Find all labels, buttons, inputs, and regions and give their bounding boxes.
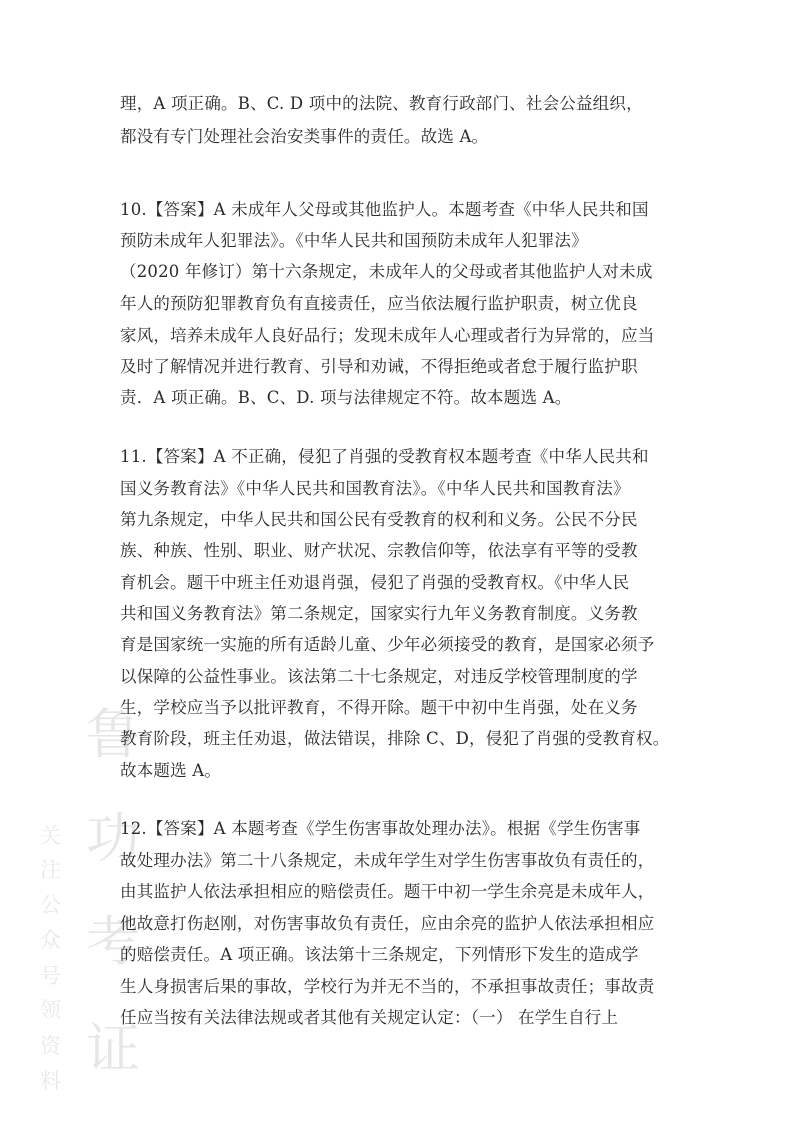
text-line: 国义务教育法》《中华人民共和国教育法》。《中华人民共和国教育法》: [120, 479, 630, 498]
text-line: 育机会。题干中班主任劝退肖强，侵犯了肖强的受教育权。《中华人民: [120, 573, 630, 592]
text-line: 生人身损害后果的事故，学校行为并无不当的，不承担事故责任；事故责: [120, 977, 655, 996]
watermark-char: 考: [86, 910, 140, 973]
watermark-small-char: 公: [40, 893, 61, 917]
text-line: 教育阶段，班主任劝退，做法错误，排除 C、D，侵犯了肖强的受教育权。: [120, 729, 670, 748]
text-line: 生，学校应当予以批评教育，不得开除。题干中初中生肖强，处在义务: [120, 698, 638, 717]
watermark-small-char: 注: [40, 858, 61, 882]
text-line: 他故意打伤赵刚，对伤害事故负有责任，应由余亮的监护人依法承担相应: [120, 914, 655, 933]
text-line: 12.【答案】A 本题考查《学生伤害事故处理办法》。根据《学生伤害事: [120, 819, 641, 838]
text-line: 共和国义务教育法》第二条规定，国家实行九年义务教育制度。义务教: [120, 604, 638, 623]
text-line: 家风，培养未成年人良好品行；发现未成年人心理或者行为异常的，应当: [120, 326, 655, 345]
watermark-small-char: 众: [40, 928, 61, 952]
text-line: 10.【答案】A 未成年人父母或其他监护人。本题考查《中华人民共和国: [120, 200, 649, 219]
text-line: 预防未成年人犯罪法》。《中华人民共和国预防未成年人犯罪法》: [120, 231, 588, 250]
text-line: 故本题选 A。: [120, 761, 222, 780]
text-line: 责．A 项正确。B、C、D. 项与法律规定不符。故本题选 A。: [120, 388, 572, 407]
text-line: 故处理办法》第二十八条规定，未成年学生对学生伤害事故负有责任的，: [120, 851, 655, 870]
text-line: 的赔偿责任。A 项正确。该法第十三条规定，下列情形下发生的造成学: [120, 945, 639, 964]
text-line: 任应当按有关法律法规或者其他有关规定认定：（一） 在学生自行上: [120, 1008, 619, 1027]
text-line: 由其监护人依法承担相应的赔偿责任。题干中初一学生余亮是未成年人，: [120, 882, 655, 901]
text-line: 以保障的公益性事业。该法第二十七条规定，对违反学校管理制度的学: [120, 667, 638, 686]
watermark-small-char: 资: [40, 1034, 61, 1058]
text-line: 理，A 项正确。B、C. D 项中的法院、教育行政部门、社会公益组织，: [120, 94, 643, 113]
text-line: 都没有专门处理社会治安类事件的责任。故选 A。: [120, 127, 489, 146]
text-line: （2020 年修订）第十六条规定，未成年人的父母或者其他监护人对未成: [120, 262, 653, 281]
watermark-char: 鲁: [86, 703, 140, 766]
text-line: 族、种族、性别、职业、财产状况、宗教信仰等，依法享有平等的受教: [120, 541, 638, 560]
text-line: 及时了解情况并进行教育、引导和劝诫，不得拒绝或者怠于履行监护职: [120, 357, 638, 376]
text-line: 11.【答案】A 不正确，侵犯了肖强的受教育权本题考查《中华人民共和: [120, 447, 649, 466]
watermark-char: 证: [86, 1017, 140, 1080]
watermark-small-char: 料: [40, 1069, 61, 1093]
text-line: 第九条规定，中华人民共和国公民有受教育的权利和义务。公民不分民: [120, 510, 638, 529]
watermark-char: 功: [86, 807, 140, 870]
watermark-small-char: 关: [40, 824, 61, 848]
watermark-small-char: 领: [40, 998, 61, 1022]
text-line: 育是国家统一实施的所有适龄儿童、少年必须接受的教育，是国家必须予: [120, 635, 655, 654]
watermark-small-char: 号: [40, 964, 61, 988]
text-line: 年人的预防犯罪教育负有直接责任，应当依法履行监护职责，树立优良: [120, 294, 638, 313]
